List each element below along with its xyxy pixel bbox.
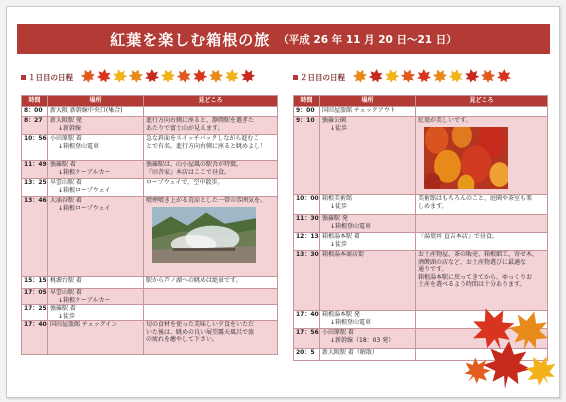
schedule-row — [22, 107, 278, 117]
place-name: 国田屋旅館 チェックイン — [50, 321, 118, 328]
highlight-cell — [144, 107, 278, 117]
schedule-row — [22, 321, 278, 355]
maple-leaf-icon — [161, 69, 175, 83]
day2-label: ２日目の日程 — [300, 73, 345, 82]
place-cell — [48, 197, 144, 277]
schedule-row — [294, 195, 548, 215]
place-name: 国田屋旅館 チェックアウト — [322, 107, 396, 114]
page-title: 紅葉を楽しむ箱根の旅 — [110, 30, 271, 49]
highlight-text: 土産を選べるよう時間は十分あります。 — [418, 281, 526, 288]
maple-leaf-icon — [353, 69, 367, 83]
highlight-text: 強羅駅は、山小屋風の駅舎が特徴。 — [146, 161, 243, 168]
schedule-row — [22, 277, 278, 289]
time-cell: 11：30 — [294, 215, 320, 233]
schedule-row — [22, 179, 278, 197]
highlight-cell — [144, 135, 278, 161]
transport-line: ↓箱根登山電車 — [330, 222, 372, 230]
highlight-cell — [144, 277, 278, 289]
highlight-text: 駅から芦ノ湖への眺めは絶景です。 — [146, 277, 242, 284]
highlight-text: 通りです。 — [418, 266, 448, 273]
time-cell: 13：46 — [22, 197, 48, 277]
maple-leaf-icon — [97, 69, 111, 83]
time-cell: 8：27 — [22, 117, 48, 135]
highlight-cell — [144, 321, 278, 355]
schedule-row — [22, 135, 278, 161]
itinerary-page — [6, 6, 560, 398]
time-cell: 17：40 — [294, 311, 320, 329]
place-name: 小田原駅 着 — [50, 135, 82, 142]
highlight-header: 見どころ — [416, 96, 548, 107]
transport-line: ↓箱根登山電車 — [330, 318, 372, 326]
place-name: 新大阪駅 着（解散） — [322, 349, 378, 356]
place-name: 強羅駅 着 — [50, 305, 76, 312]
schedule-row — [294, 233, 548, 251]
maple-leaf-icon — [129, 69, 143, 83]
transport-line: ↓新幹線（18：03 発） — [330, 336, 395, 344]
transport-line: ↓徒歩 — [58, 312, 76, 320]
maple-leaf-icon — [209, 69, 223, 83]
time-cell: 15：15 — [22, 277, 48, 289]
place-name: 新大阪 新幹線中央口(集合) — [50, 107, 123, 114]
transport-line: ↓新幹線 — [58, 124, 82, 132]
maple-leaf-icon — [385, 69, 399, 83]
schedule-row — [22, 117, 278, 135]
highlight-text: 酒饅頭の店など、お土産物選びに最適な — [418, 258, 527, 266]
maple-leaf-icon — [497, 69, 511, 83]
time-cell: 20：5 — [294, 349, 320, 361]
time-cell: 17：40 — [22, 321, 48, 355]
place-cell — [320, 251, 416, 311]
place-cell — [320, 233, 416, 251]
maple-leaf-icon — [145, 69, 159, 83]
highlight-text: 箱根湯本駅に戻ってきてから、ゆっくりお — [418, 273, 532, 281]
place-cell — [320, 195, 416, 215]
maple-leaf-icon — [481, 69, 495, 83]
highlight-header: 見どころ — [144, 96, 278, 107]
highlight-cell — [416, 233, 548, 251]
maple-leaf-icon — [417, 69, 431, 83]
maple-leaf-icon — [433, 69, 447, 83]
highlight-cell — [144, 117, 278, 135]
maple-leaf-icon — [113, 69, 127, 83]
highlight-cell — [416, 107, 548, 117]
day1-schedule-table — [21, 95, 278, 355]
place-cell — [320, 215, 416, 233]
transport-line: ↓徒歩 — [330, 124, 348, 132]
place-name: 箱根美術館 — [322, 195, 353, 202]
place-cell — [48, 179, 144, 197]
place-header: 場所 — [48, 96, 144, 107]
time-cell: 17：25 — [22, 305, 48, 321]
time-cell: 9：10 — [294, 117, 320, 195]
time-cell: 11：49 — [22, 161, 48, 179]
place-name: 早雲山駅 着 — [50, 179, 82, 186]
maple-leaf-icon — [449, 69, 463, 83]
leaf-garland — [353, 69, 513, 85]
time-cell: 13：25 — [22, 179, 48, 197]
place-cell — [320, 117, 416, 195]
place-cell — [48, 289, 144, 305]
schedule-row — [294, 107, 548, 117]
maple-leaf-icon — [225, 69, 239, 83]
heading-bullet-icon — [293, 75, 298, 80]
schedule-row — [22, 305, 278, 321]
time-header: 時間 — [22, 96, 48, 107]
highlight-text: 進行方向右側に座ると、静岡駅を過ぎた — [146, 117, 255, 124]
highlight-text: とで有名。進行方向右側に座ると眺めよし！ — [146, 142, 267, 150]
time-header: 時間 — [294, 96, 320, 107]
maple-leaf-icon — [81, 69, 95, 83]
time-cell: 10：00 — [294, 195, 320, 215]
place-name: 桃源台駅 着 — [50, 277, 82, 284]
place-cell — [48, 117, 144, 135]
time-cell: 17：05 — [22, 289, 48, 305]
maple-leaf-icon — [241, 69, 255, 83]
highlight-text: 紅葉が美しいです。 — [418, 117, 472, 124]
maple-leaf-icon — [401, 69, 415, 83]
highlight-text: あたりで富士山が見えます。 — [146, 124, 224, 132]
highlight-text: 旬の食材を使った美味しい夕食をいただ — [146, 321, 255, 328]
place-name: 新大阪駅 発 — [50, 117, 82, 124]
schedule-row — [22, 289, 278, 305]
time-cell: 17：56 — [294, 329, 320, 349]
day2-heading — [293, 55, 513, 85]
place-cell — [48, 277, 144, 289]
place-name: 小田原駅 着 — [322, 329, 354, 336]
place-name: 箱根湯本駅 発 — [322, 311, 360, 318]
maple-leaves-decoration — [463, 301, 559, 397]
autumn-leaves-photo — [424, 127, 508, 189]
place-cell — [48, 107, 144, 117]
leaf-garland — [81, 69, 257, 85]
highlight-text: 『田舎家』本店はここで昼食。 — [146, 168, 231, 176]
highlight-text: 『湯葉丼 直吉本店』で昼食。 — [418, 233, 498, 240]
highlight-cell — [144, 197, 278, 277]
schedule-row — [22, 161, 278, 179]
highlight-text: 噴煙噴き上がる荒涼とした一帯の雰囲気を。 — [146, 197, 267, 204]
time-cell: 10：56 — [22, 135, 48, 161]
place-cell — [48, 135, 144, 161]
time-cell: 13：30 — [294, 251, 320, 311]
place-name: 強羅公園 — [322, 117, 347, 124]
maple-leaf-icon — [177, 69, 191, 83]
transport-line: ↓箱根ロープウェイ — [58, 204, 111, 212]
transport-line: ↓箱根ロープウェイ — [58, 186, 111, 194]
page-subtitle: （平成 26 年 11 月 20 日～21 日） — [278, 33, 457, 46]
maple-leaf-icon — [369, 69, 383, 83]
place-name: 早雲山駅 着 — [50, 289, 82, 296]
highlight-text: お土産物屋、茶の販売、箱根細工、寄せ木、 — [418, 251, 539, 258]
highlight-cell — [416, 117, 548, 195]
highlight-text: しめます。 — [418, 202, 448, 210]
transport-line: ↓箱根登山電車 — [58, 142, 100, 150]
place-cell — [320, 349, 416, 361]
highlight-text: いた後は、眺めの良い展望露天風呂で旅 — [146, 328, 255, 336]
day1-label: １日目の日程 — [28, 73, 73, 82]
title-banner — [17, 24, 550, 54]
place-cell — [320, 107, 416, 117]
transport-line: ↓箱根ケーブルカー — [58, 296, 111, 304]
highlight-cell — [416, 215, 548, 233]
highlight-cell — [144, 179, 278, 197]
place-name: 箱根湯本商店街 — [322, 251, 365, 258]
day1-heading — [21, 55, 257, 85]
heading-bullet-icon — [21, 75, 26, 80]
place-cell — [320, 311, 416, 329]
place-name: 強羅駅 着 — [50, 161, 76, 168]
place-header: 場所 — [320, 96, 416, 107]
highlight-text: 急な斜面をスイッチバックしながら進むこ — [146, 135, 260, 142]
time-cell: 8：00 — [22, 107, 48, 117]
place-cell — [48, 305, 144, 321]
highlight-cell — [144, 305, 278, 321]
time-cell: 12：13 — [294, 233, 320, 251]
maple-leaf-icon — [465, 69, 479, 83]
place-cell — [48, 321, 144, 355]
highlight-text: 美術館はもちろんのこと、庭園や茶室も楽 — [418, 195, 533, 202]
place-cell — [48, 161, 144, 179]
schedule-row — [294, 215, 548, 233]
schedule-row — [294, 117, 548, 195]
highlight-cell — [144, 161, 278, 179]
place-cell — [320, 329, 416, 349]
highlight-cell — [144, 289, 278, 305]
schedule-row — [22, 197, 278, 277]
transport-line: ↓徒歩 — [330, 202, 348, 210]
owakudani-photo — [152, 207, 256, 263]
transport-line: ↓徒歩 — [330, 240, 348, 248]
highlight-text: ロープウェイで、空中散歩。 — [146, 179, 224, 186]
place-name: 箱根湯本駅 着 — [322, 233, 360, 240]
time-cell: 9：00 — [294, 107, 320, 117]
highlight-cell — [416, 195, 548, 215]
maple-leaf-icon — [193, 69, 207, 83]
place-name: 強羅駅 発 — [322, 215, 348, 222]
transport-line: ↓箱根ケーブルカー — [58, 168, 111, 176]
place-name: 大涌谷駅 着 — [50, 197, 82, 204]
highlight-text: の疲れを癒やして下さい。 — [146, 336, 219, 343]
